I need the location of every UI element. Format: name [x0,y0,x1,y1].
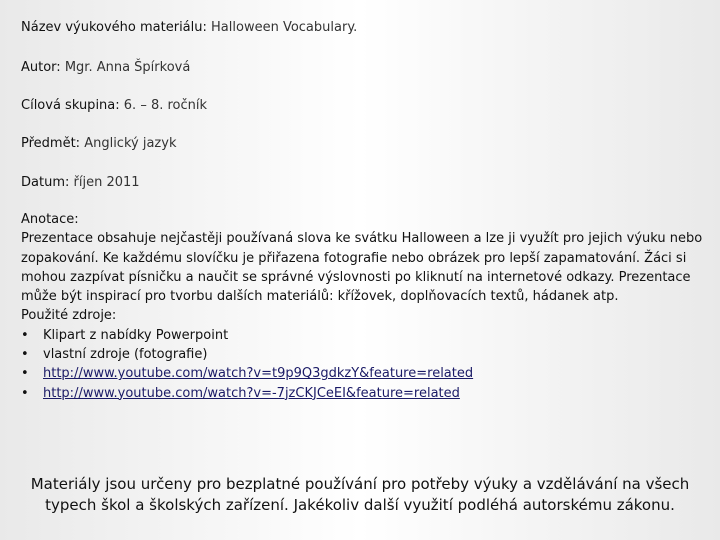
author-label: Autor: [21,60,61,75]
subject-value: Anglický jazyk [84,136,177,151]
sources-list [21,326,711,403]
source-item [21,326,711,345]
source-text: vlastní zdroje (fotografie) [43,347,208,363]
subject-line [21,136,176,151]
author-value: Mgr. Anna Špírková [64,60,191,75]
source-item [21,384,711,403]
source-link[interactable]: http://www.youtube.com/watch?v=t9p9Q3gdkzY&feature=related [43,366,474,382]
bullet-icon: • [21,366,29,382]
target-group-value: 6. – 8. ročník [123,98,208,113]
date-label: Datum: [21,175,70,190]
material-name-value: Halloween Vocabulary. [211,20,358,35]
author-line [21,60,190,75]
target-group-line [21,98,207,113]
sources-heading: Použité zdroje: [21,308,117,324]
bullet-icon: • [21,327,29,343]
bullet-icon: • [21,347,29,363]
target-group-label: Cílová skupina: [21,98,120,113]
copyright-line-2: typech škol a školských zařízení. Jakékoliv další využití podléhá autorskému zákonu. [45,496,675,514]
source-item [21,345,711,364]
annotation-block [21,210,711,403]
source-item [21,364,711,383]
subject-label: Předmět: [21,136,81,151]
copyright-line-1: Materiály jsou určeny pro bezplatné používání pro potřeby výuky a vzdělávání na všech [30,475,690,493]
annotation-text: Prezentace obsahuje nejčastěji používaná slova ke svátku Halloween a lze ji využít pro jejich výuku nebo zopakování. Ke každému slovíčku je přiřazena fotografie nebo obrázek pro lepší zapamatování. Žáci si mohou zazpívat písničku a naučit se správné výslovnosti po kliknutí na internetové odkazy. Prezentace může být inspirací pro tvorbu dalších materiálů: křížovek, doplňovacích textů, hádanek atp. [21,231,703,305]
source-text: Klipart z nabídky Powerpoint [43,327,229,343]
bullet-icon: • [21,385,29,401]
date-value: říjen 2011 [73,175,140,190]
source-link[interactable]: http://www.youtube.com/watch?v=-7jzCKJCeEI&feature=related [43,385,460,401]
material-name-label: Název výukového materiálu: [21,20,207,35]
date-line [21,175,140,190]
copyright-notice [20,474,700,516]
material-name-line [21,20,357,35]
annotation-heading: Anotace: [21,212,79,227]
